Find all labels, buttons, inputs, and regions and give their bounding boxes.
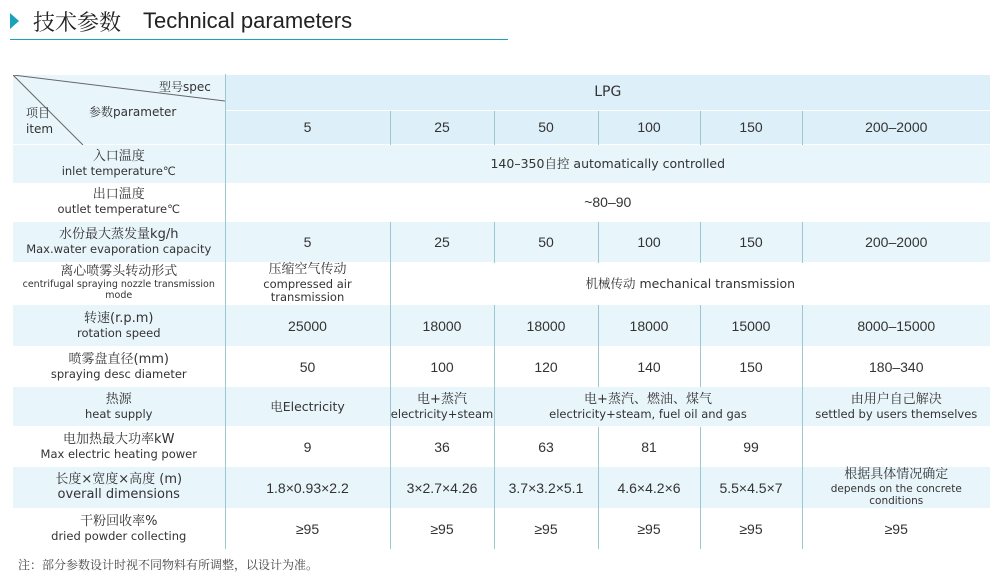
nozzle-first-en: compressed air transmission [263,276,352,305]
table-row [13,263,990,305]
nozzle-rest: 机械传动 mechanical transmission [390,263,990,305]
title-en: Technical parameters [143,8,353,33]
spec-cell: 200–2000 [802,111,990,145]
spec-cell: 100 [598,111,700,145]
table-cell: 15000 [700,305,802,347]
table-cell: 120 [494,347,598,387]
table-cell: 50 [225,347,390,387]
row-label-en: outlet temperature℃ [57,202,180,217]
table-cell: 25 [390,222,494,263]
heat-v4-cn: 由用户自己解决 [850,391,942,407]
table-cell: ≥95 [494,509,598,549]
table-row [13,184,990,222]
corner-item-en: item [26,122,54,136]
row-label-cn: 入口温度 [92,148,145,164]
spec-cell: 25 [390,111,494,145]
spec-cell: 50 [494,111,598,145]
parameters-table [13,74,990,549]
row-label-en: Max.water evaporation capacity [26,241,212,256]
row-label-cn: 热源 [105,391,132,407]
model-name: LPG [225,75,990,111]
row-label-cn: 离心喷雾头转动形式 [60,264,178,280]
title-cn: 技术参数 [33,10,122,36]
row-label-cn: 电加热最大功率kW [63,431,175,447]
table-cell: ≥95 [390,509,494,549]
row-label-en: Max electric heating power [40,446,197,461]
table-cell: 100 [598,222,700,263]
table-cell: 81 [598,427,700,467]
row-label-en: inlet temperature℃ [61,163,176,178]
table-cell: 36 [390,427,494,467]
nozzle-first-cn: 压缩空气传动 [268,262,347,277]
table-cell: ≥95 [802,509,990,549]
corner-param: 参数parameter [89,105,177,119]
table-cell: 18000 [598,305,700,347]
table-row [13,222,990,263]
inlet-value: 140–350自控 automatically controlled [225,145,990,184]
table-cell: 18000 [390,305,494,347]
table-cell: 150 [700,347,802,387]
table-cell: 18000 [494,305,598,347]
table-cell: 3×2.7×4.26 [390,467,494,509]
footnote: 注：部分参数设计时视不同物料有所调整，以设计为准。 [18,558,319,572]
row-label-cn: 喷雾盘直径(mm) [68,351,169,367]
heat-v4-en: settled by users themselves [815,406,978,421]
dims-last-en: depends on the concrete conditions [830,483,962,508]
heat-electricity: 电Electricity [225,387,390,427]
section-header [10,4,352,38]
table-cell: 9 [225,427,390,467]
heat-v2-cn: 电+蒸汽 [417,391,467,407]
row-label-en: rotation speed [77,325,161,340]
table-row [13,509,990,549]
triangle-bullet-icon [10,13,19,29]
row-label-en: overall dimensions [57,486,180,502]
corner-spec: 型号spec [159,80,211,94]
header-underline [10,39,508,40]
row-label-cn: 干粉回收率% [80,514,158,530]
table-cell: 8000–15000 [802,305,990,347]
corner-item-cn: 项目 [26,106,51,120]
table-row [13,427,990,467]
table-cell: 200–2000 [802,222,990,263]
row-label-en: dried powder collecting [51,528,187,543]
row-label-cn: 转速(r.p.m) [84,310,154,326]
table-row [13,467,990,509]
table-row [13,347,990,387]
table-row [13,305,990,347]
table-cell [802,427,990,467]
dims-last-cn: 根据具体情况确定 [844,467,949,483]
heat-v3-en: electricity+steam, fuel oil and gas [549,406,747,421]
table-cell: 150 [700,222,802,263]
row-label-en: heat supply [85,406,153,421]
table-cell: 5.5×4.5×7 [700,467,802,509]
heat-v3-cn: 电+蒸汽、燃油、煤气 [584,391,712,407]
spec-cell: 5 [225,111,390,145]
table-cell: ≥95 [700,509,802,549]
table-row [13,145,990,184]
table-cell: ≥95 [225,509,390,549]
table-cell: 100 [390,347,494,387]
row-label-cn: 长度×宽度×高度 (m) [55,471,183,487]
spec-cell: 150 [700,111,802,145]
table-cell: 99 [700,427,802,467]
corner-cell [13,75,225,145]
table-cell: 5 [225,222,390,263]
table-cell: 50 [494,222,598,263]
table-cell: 3.7×3.2×5.1 [494,467,598,509]
table-cell: 63 [494,427,598,467]
table-cell: 25000 [225,305,390,347]
outlet-value: ~80–90 [225,184,990,222]
row-label-cn: 水份最大蒸发量kg/h [59,226,179,242]
table-cell: 4.6×4.2×6 [598,467,700,509]
table-cell: 140 [598,347,700,387]
table-row [13,387,990,427]
row-label-en: spraying desc diameter [50,366,187,381]
table-cell: ≥95 [598,509,700,549]
table-cell: 180–340 [802,347,990,387]
heat-v2-en: electricity+steam [390,406,494,421]
table-cell: 1.8×0.93×2.2 [225,467,390,509]
row-label-en: centrifugal spraying nozzle transmission mode [22,279,215,302]
row-label-cn: 出口温度 [92,187,145,203]
